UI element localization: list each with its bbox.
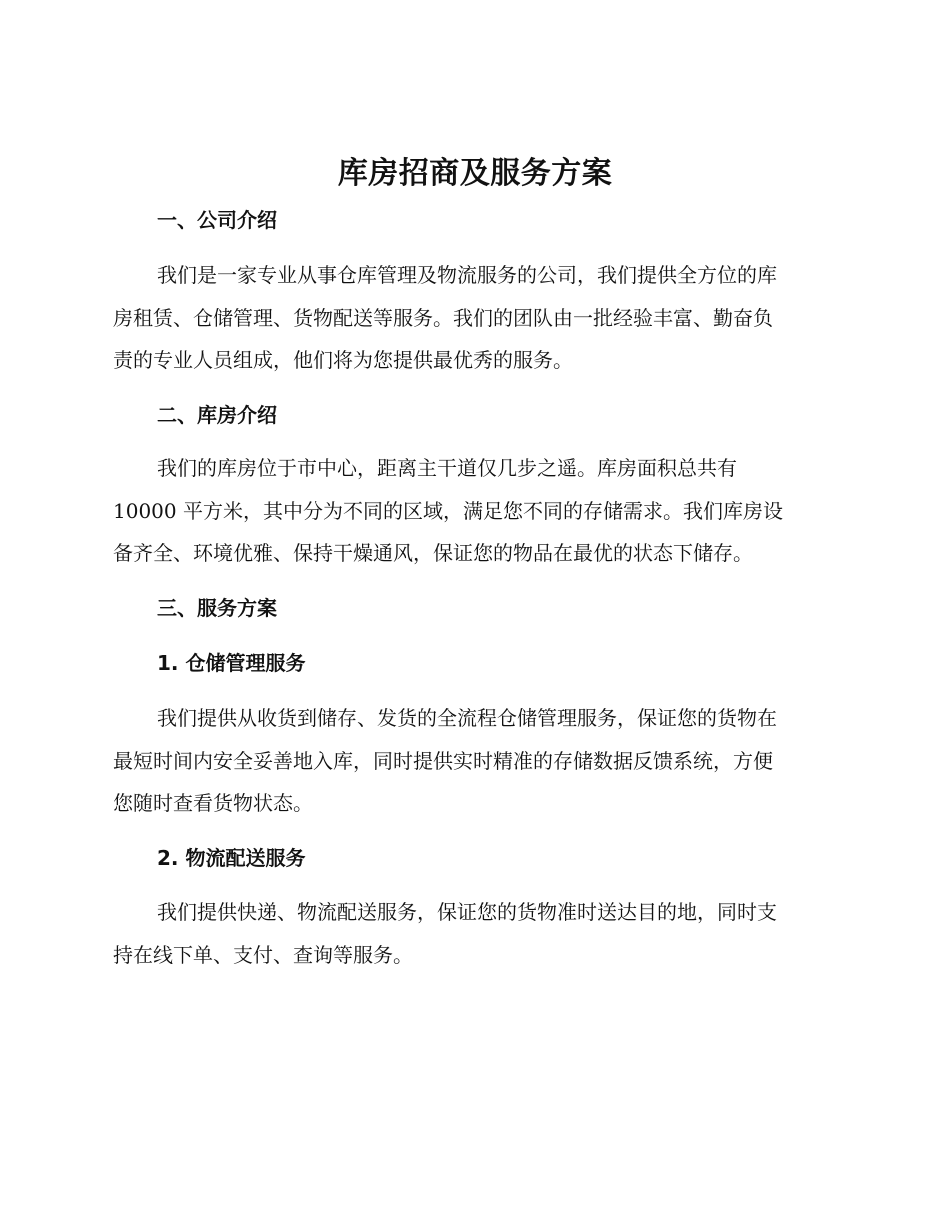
section-heading-company-intro: 一、公司介绍 xyxy=(157,208,277,232)
paragraph-line: 我们是一家专业从事仓库管理及物流服务的公司，我们提供全方位的库 xyxy=(157,263,777,287)
paragraph-line: 责的专业人员组成，他们将为您提供最优秀的服务。 xyxy=(113,348,573,372)
paragraph-line: 我们提供从收货到储存、发货的全流程仓储管理服务，保证您的货物在 xyxy=(157,706,777,730)
paragraph-line: 最短时间内安全妥善地入库，同时提供实时精准的存储数据反馈系统，方便 xyxy=(113,748,773,773)
paragraph-company-intro xyxy=(113,254,831,382)
paragraph-warehouse-intro xyxy=(113,447,831,575)
paragraph-logistics-service xyxy=(113,891,831,976)
paragraph-line: 持在线下单、支付、查询等服务。 xyxy=(113,942,413,967)
subsection-heading-storage-service: 1. 仓储管理服务 xyxy=(157,651,306,675)
paragraph-line: 房租赁、仓储管理、货物配送等服务。我们的团队由一批经验丰富、勤奋负 xyxy=(113,305,773,330)
paragraph-line: 我们提供快递、物流配送服务，保证您的货物准时送达目的地，同时支 xyxy=(157,900,777,924)
paragraph-line: 备齐全、环境优雅、保持干燥通风，保证您的物品在最优的状态下储存。 xyxy=(113,541,753,565)
paragraph-line: 我们的库房位于市中心，距离主干道仅几步之遥。库房面积总共有 xyxy=(157,456,737,480)
paragraph-line: 10000 平方米，其中分为不同的区域，满足您不同的存储需求。我们库房设 xyxy=(113,498,783,523)
paragraph-line: 您随时查看货物状态。 xyxy=(113,791,313,815)
paragraph-storage-service xyxy=(113,697,831,825)
section-heading-service-plan: 三、服务方案 xyxy=(157,596,277,620)
document-title: 库房招商及服务方案 xyxy=(337,156,613,191)
subsection-heading-logistics-service: 2. 物流配送服务 xyxy=(157,846,306,870)
section-heading-warehouse-intro: 二、库房介绍 xyxy=(157,403,277,427)
